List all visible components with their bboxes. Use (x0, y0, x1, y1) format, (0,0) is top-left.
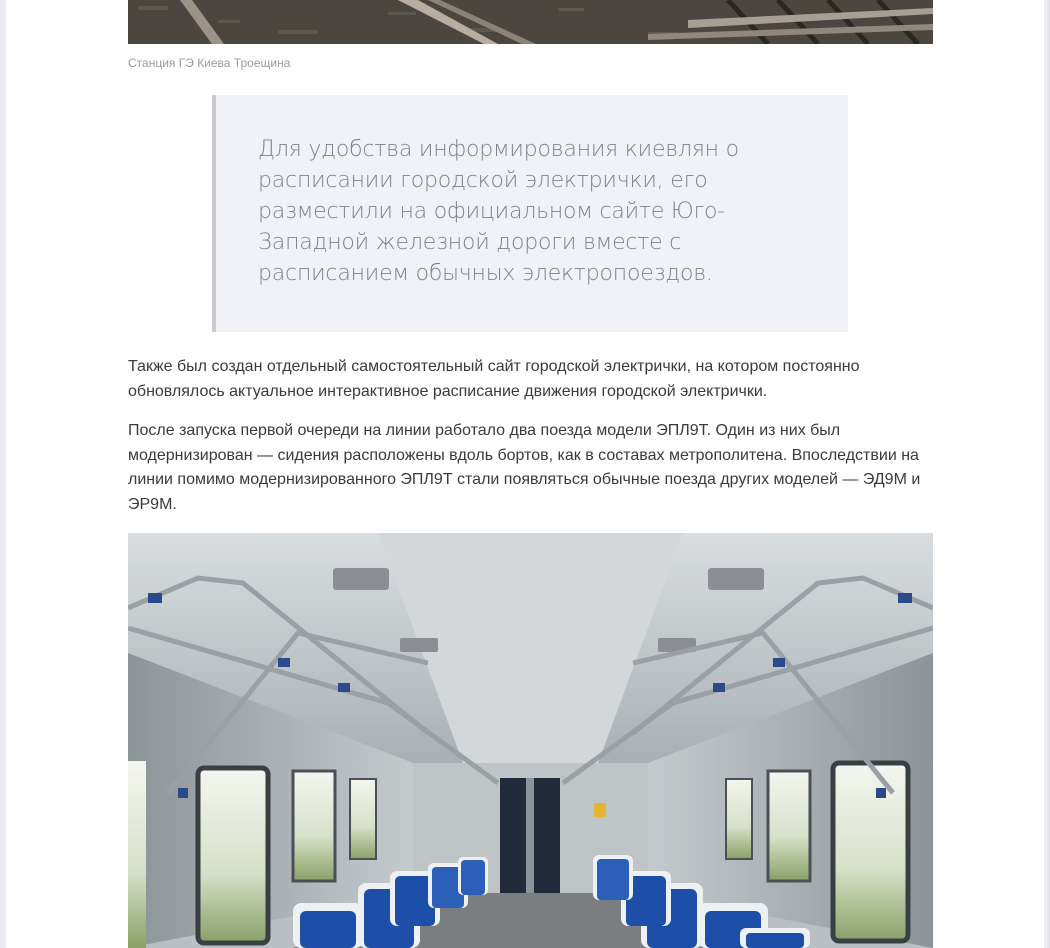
article-paragraph: После запуска первой очереди на линии работало два поезда модели ЭПЛ9Т. Один из них был модернизирован — сидения расположены вдоль бортов, как в составах метрополитена. Впоследствии на линии помимо модернизированного ЭПЛ9Т стали появляться обычные поезда других моделей — ЭД9М и ЭР9М. (128, 422, 921, 514)
pull-quote-text: Для удобства информирования киевлян о расписании городской электрички, его разместили на официальном сайте Юго-Западной железной дороги вместе с расписанием обычных электропоездов. (258, 137, 739, 286)
article-page (6, 0, 1044, 948)
article-paragraph: Также был создан отдельный самостоятельный сайт городской электрички, на котором постоянно обновлялось актуальное интерактивное расписание движения городской электрички. (128, 358, 860, 400)
train-interior-photo (128, 533, 933, 948)
pull-quote (212, 95, 848, 332)
station-photo (128, 0, 933, 44)
photo-caption: Станция ГЭ Киева Троещина (128, 56, 291, 70)
